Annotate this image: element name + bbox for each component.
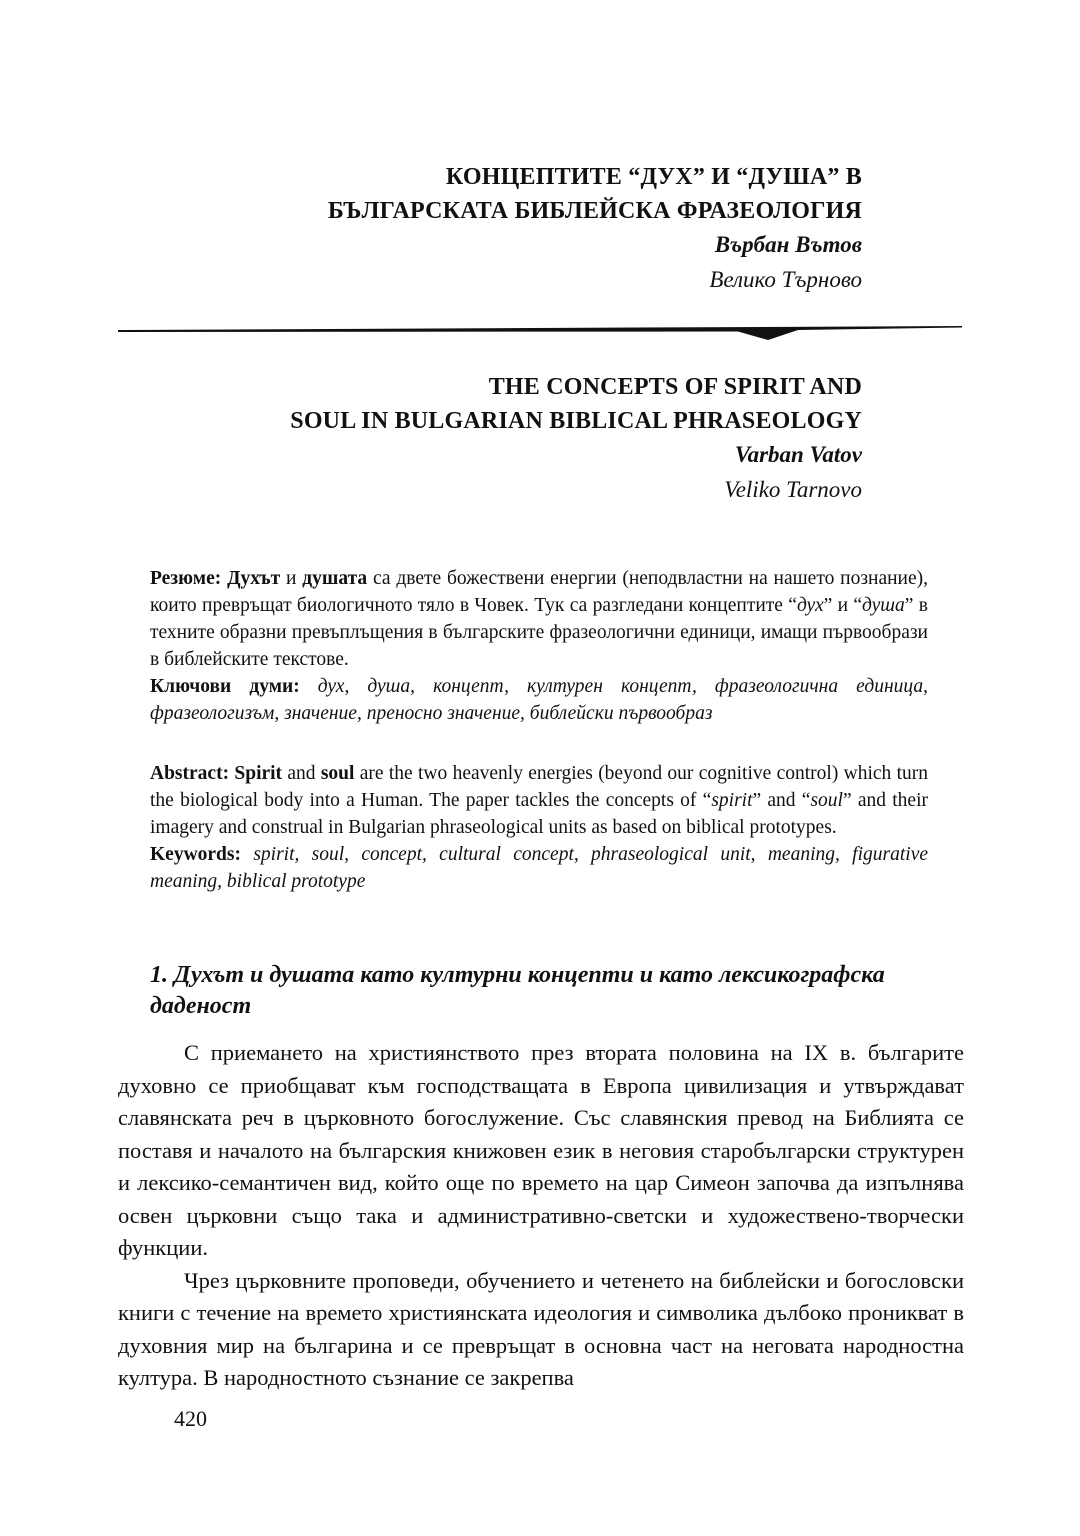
text-run: are the two heavenly energies (beyond our cognitive control) which turn the biological body into a Human. The paper tackles the concepts of “	[150, 763, 929, 811]
term: Spirit	[234, 763, 283, 784]
keywords-list: spirit, soul, concept, cultural concept, phraseological unit, meaning, figurative meaning, biblical prototype	[150, 844, 929, 892]
abstract-text	[150, 760, 928, 841]
page-number: 420	[174, 1406, 207, 1431]
abstract-english	[150, 760, 928, 895]
text-run: and	[282, 763, 321, 784]
keywords	[150, 673, 928, 727]
text-run: ” and their imagery and construal in Bulgarian phraseological units as based on biblical prototypes.	[150, 790, 928, 838]
term: Духът	[227, 568, 281, 589]
keywords-label: Ключови думи:	[150, 676, 300, 697]
title-line: КОНЦЕПТИТЕ “ДУХ” И “ДУША” В	[445, 164, 862, 190]
concept: spirit	[711, 790, 753, 811]
concept: soul	[810, 790, 843, 811]
author-name: Върбан Вътов	[714, 232, 862, 257]
title-block-bg	[328, 160, 862, 298]
text-run: и	[280, 568, 303, 589]
term: душата	[302, 568, 368, 589]
decorative-divider	[118, 318, 962, 344]
title-line: THE CONCEPTS OF SPIRIT AND	[488, 374, 862, 400]
concept: душа	[862, 595, 905, 616]
author-affiliation: Veliko Tarnovo	[724, 477, 862, 502]
author-name: Varban Vatov	[734, 442, 862, 467]
keywords-list: дух, душа, концепт, културен концепт, фразеологична единица, фразеологизъм, значение, преносно значение, библейски първообраз	[150, 676, 928, 724]
abstract-text	[150, 565, 928, 673]
author-affiliation: Велико Търново	[709, 267, 862, 292]
abstract-label: Abstract:	[150, 763, 230, 784]
section-heading: 1. Духът и душата като културни концепти и като лексикографска даденост	[150, 962, 885, 1019]
concept: дух	[796, 595, 824, 616]
text-run: са двете божествени енергии (неподвластни на нашето познание), които превръщат биологичното тяло в Човек. Тук са разгледани концептите “	[150, 568, 929, 616]
keywords	[150, 841, 928, 895]
text-run: ” в техните образни превъплъщения в българските фразеологични единици, имащи първообрази в библейските текстове.	[150, 595, 928, 670]
title-block-en	[290, 370, 862, 508]
abstract-bulgarian	[150, 565, 928, 727]
title-line: БЪЛГАРСКАТА БИБЛЕЙСКА ФРАЗЕОЛОГИЯ	[327, 198, 862, 224]
term: soul	[320, 763, 355, 784]
keywords-label: Keywords:	[150, 844, 241, 865]
text-run: ” and “	[752, 790, 811, 811]
body-text	[118, 1037, 964, 1395]
paragraph: Чрез църковните проповеди, обучението и четенето на библейски и богословски книги с течение на времето християнската идеология и символика дълбоко проникват в духовния мир на българина и се превръщат в основна част на неговата народностна култура. В народностното съзнание се закрепва	[118, 1267, 964, 1390]
text-run: ” и “	[823, 595, 863, 616]
title-line: SOUL IN BULGARIAN BIBLICAL PHRASEOLOGY	[290, 408, 862, 434]
paragraph: С приемането на християнството през втората половина на IX в. българите духовно се приобщават към господстващата в Европа цивилизация и утвърждават славянската реч в църковното богослужение. Със славянския превод на Библията се поставя и началото на българския книжовен език в неговия старобългарски структурен и лексико-семантичен вид, който още по времето на цар Симеон започва да изпълнява освен църковни също така и административно-светски и художествено-творчески функции.	[118, 1040, 964, 1260]
abstract-label: Резюме:	[150, 568, 222, 589]
